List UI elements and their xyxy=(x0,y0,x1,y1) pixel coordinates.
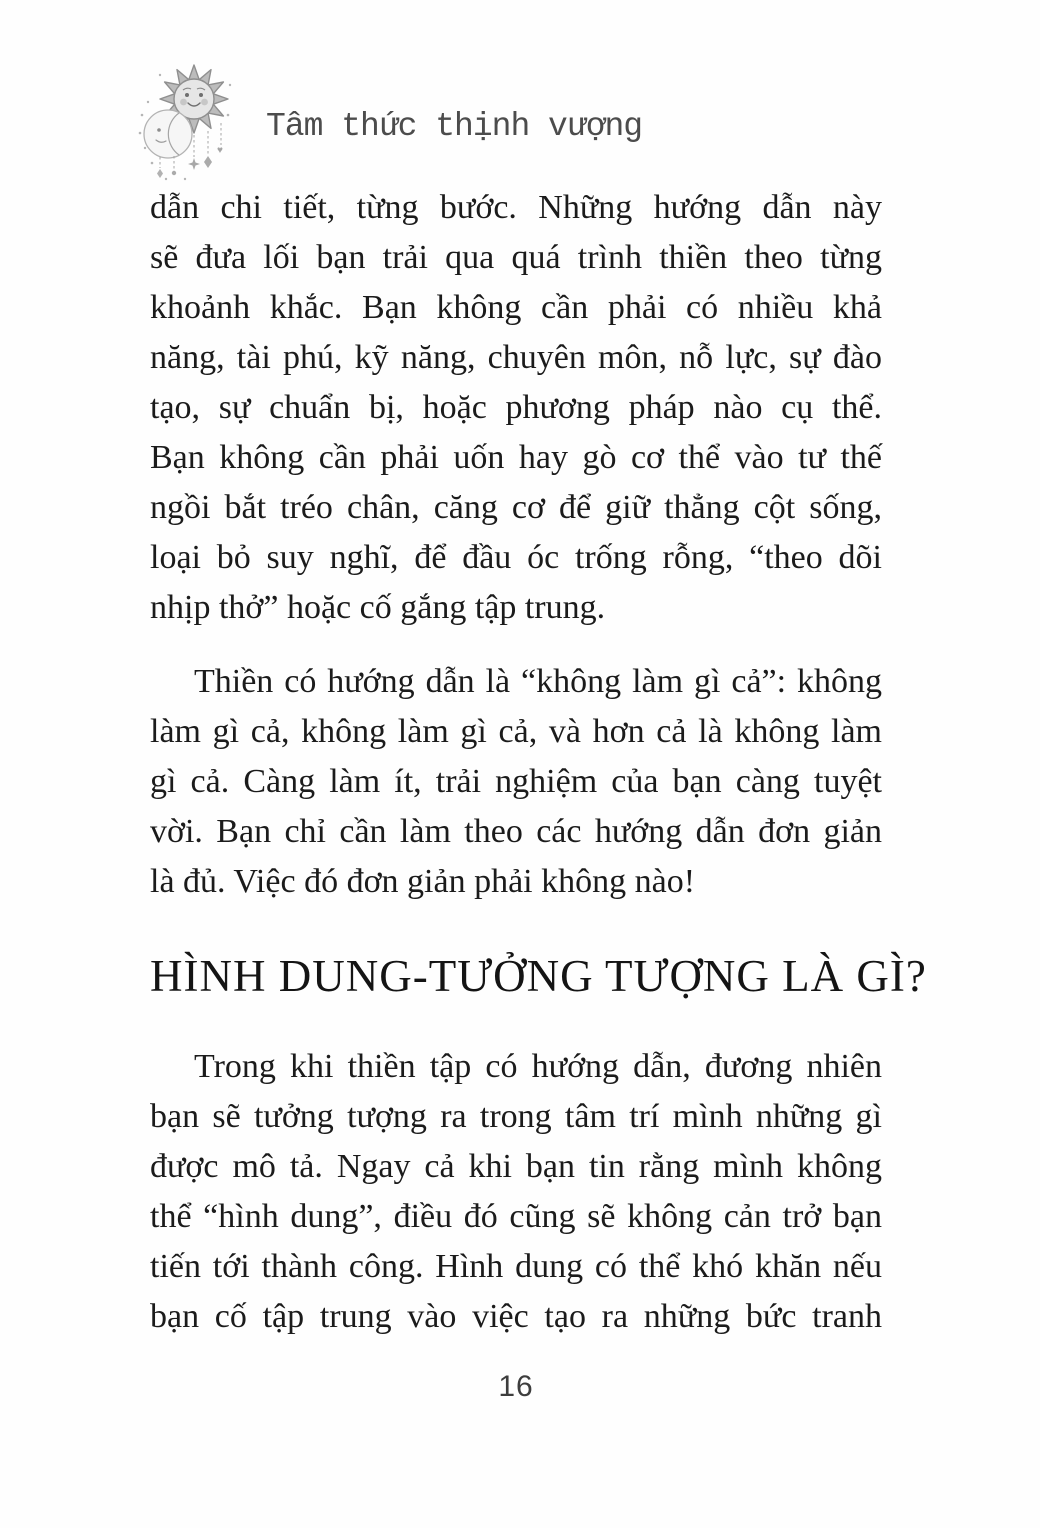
star-charm xyxy=(188,158,200,170)
section-heading: HÌNH DUNG-TƯỞNG TƯỢNG LÀ GÌ? xyxy=(150,951,927,1001)
body-text-line: gì cả. Càng làm ít, trải nghiệm của bạn càng tuyệt xyxy=(150,763,882,800)
body-text-line: là đủ. Việc đó đơn giản phải không nào! xyxy=(150,863,696,900)
body-text-line: thể “hình dung”, điều đó cũng sẽ không cản trở bạn xyxy=(150,1198,882,1235)
body-text-line: tiến tới thành công. Hình dung có thể khó khăn nếu xyxy=(150,1248,882,1285)
page-number: 16 xyxy=(498,1370,534,1403)
body-text-line: bạn cố tập trung vào việc tạo ra những bức tranh xyxy=(150,1298,882,1335)
body-text-line: Bạn không cần phải uốn hay gò cơ thể vào tư thế xyxy=(150,439,882,476)
text-block xyxy=(150,183,927,1342)
body-text-line: ngồi bắt tréo chân, căng cơ để giữ thẳng cột sống, xyxy=(150,489,882,526)
paragraph-2 xyxy=(150,657,882,907)
body-text-line: Thiền có hướng dẫn là “không làm gì cả”: không xyxy=(194,663,882,700)
body-text-line: năng, tài phú, kỹ năng, chuyên môn, nỗ lực, sự đào xyxy=(150,339,882,376)
body-text-line: bạn sẽ tưởng tượng ra trong tâm trí mình những gì xyxy=(150,1098,882,1135)
page-header xyxy=(130,55,642,185)
paragraph-3 xyxy=(150,1042,882,1342)
body-text-line: sẽ đưa lối bạn trải qua quá trình thiền theo từng xyxy=(150,239,882,276)
body-text-line: vời. Bạn chỉ cần làm theo các hướng dẫn đơn giản xyxy=(150,813,882,850)
body-text-line: loại bỏ suy nghĩ, để đầu óc trống rỗng, “theo dõi xyxy=(150,539,882,576)
body-text-line: được mô tả. Ngay cả khi bạn tin rằng mình không xyxy=(150,1148,882,1185)
running-head-title: Tâm thức thịnh vượng xyxy=(266,107,643,145)
paragraph-1 xyxy=(150,183,882,633)
body-text-line: tạo, sự chuẩn bị, hoặc phương pháp nào cụ thể. xyxy=(150,389,882,426)
heart-charm: ♥ xyxy=(217,145,223,156)
body-text-line: làm gì cả, không làm gì cả, và hơn cả là không làm xyxy=(150,713,882,750)
sun-moon-icon xyxy=(130,55,256,185)
body-text-line: khoảnh khắc. Bạn không cần phải có nhiều khả xyxy=(150,289,882,326)
body-text-line: Trong khi thiền tập có hướng dẫn, đương nhiên xyxy=(194,1048,882,1085)
body-text-line: nhịp thở” hoặc cố gắng tập trung. xyxy=(150,589,606,626)
body-text-line: dẫn chi tiết, từng bước. Những hướng dẫn này xyxy=(150,189,882,226)
page-footer xyxy=(150,1370,882,1404)
diamond-charm xyxy=(204,156,212,168)
